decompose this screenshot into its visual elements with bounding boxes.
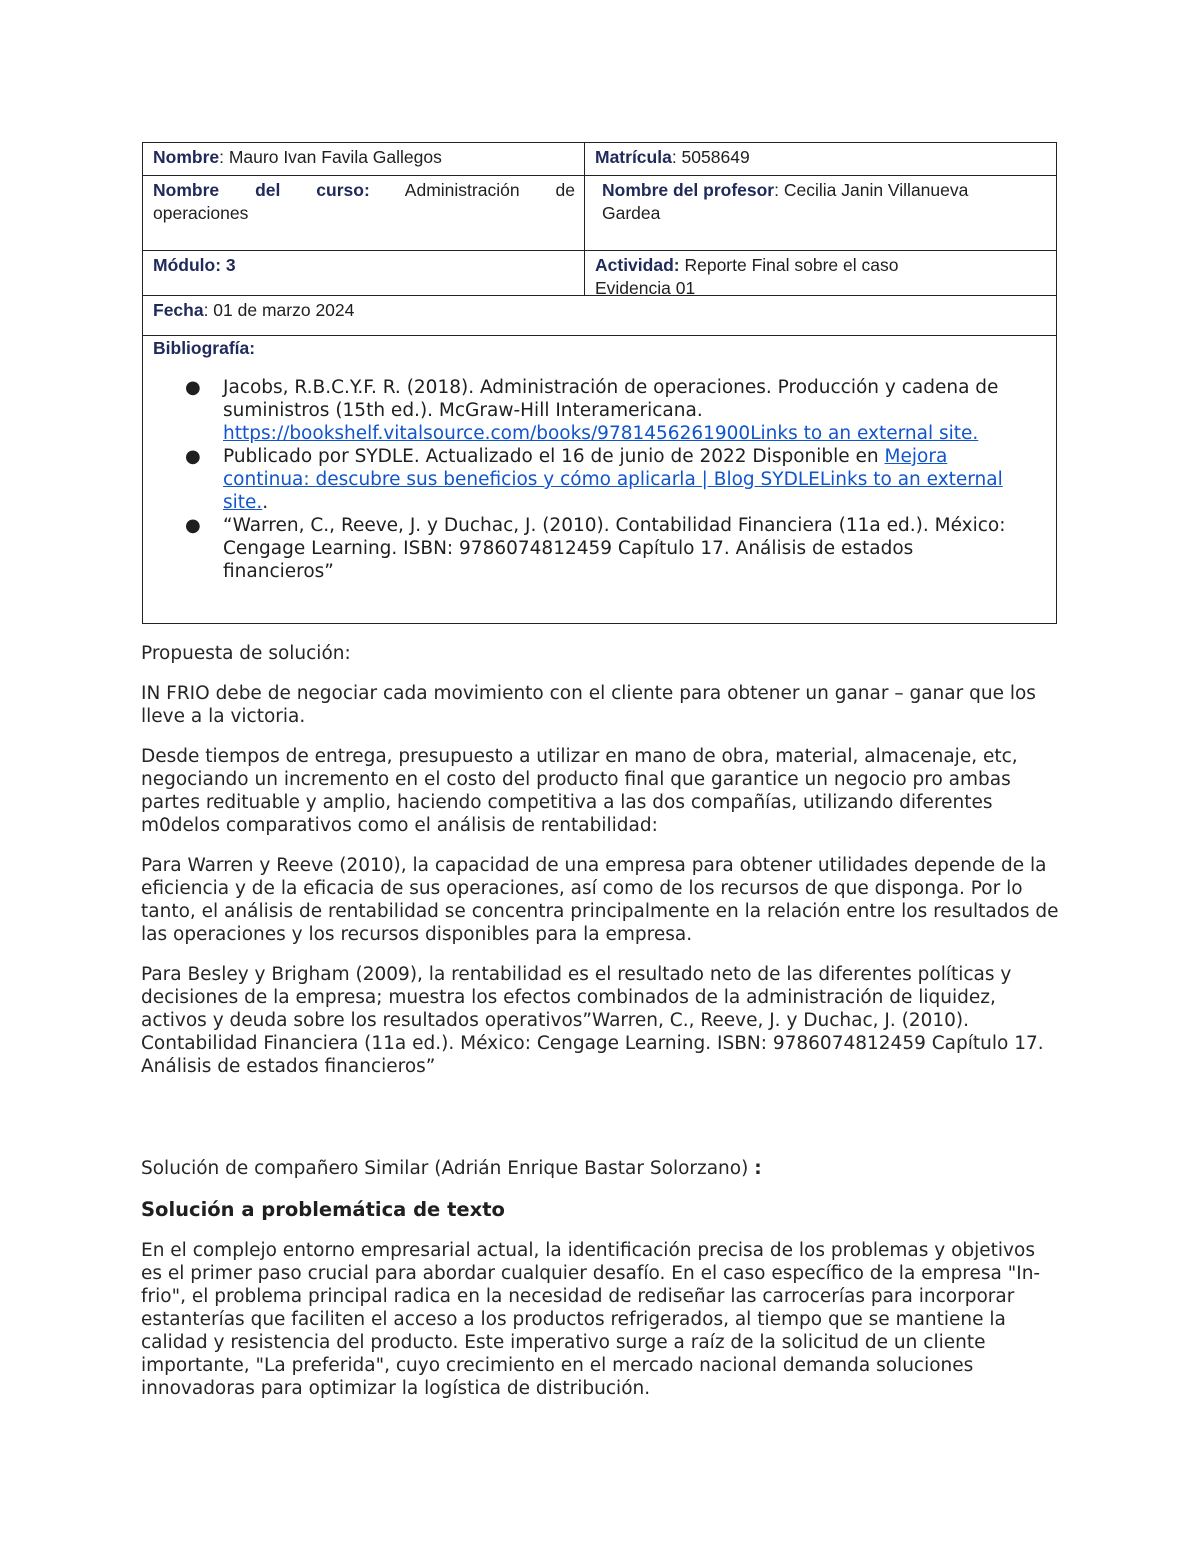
document-body bbox=[141, 642, 1061, 1417]
bibliography-text: “Warren, C., Reeve, J. y Duchac, J. (2010). Contabilidad Financiera (11a ed.). México: Cengage Learning. ISBN: 9786074812459 Capítulo 17. Análisis de estados financieros” bbox=[223, 515, 1006, 582]
date-label: Fecha bbox=[153, 300, 204, 320]
table-divider bbox=[143, 335, 1056, 336]
professor-value: : Cecilia Janin Villanueva bbox=[774, 180, 969, 200]
peer-solution-line bbox=[141, 1157, 1061, 1180]
peer-solution-colon: : bbox=[754, 1158, 762, 1179]
date-cell bbox=[153, 299, 354, 322]
professor-label: Nombre del profesor bbox=[602, 180, 775, 200]
bibliography-link[interactable]: https://bookshelf.vitalsource.com/books/9781456261900Links to an external site. bbox=[223, 423, 979, 444]
course-name-label: Nombre del curso: bbox=[153, 180, 370, 200]
course-name-cell bbox=[153, 179, 575, 225]
bibliography-link[interactable]: Mejora continua: descubre sus beneficios y cómo aplicarla | Blog SYDLELinks to an external site. bbox=[223, 446, 1003, 513]
bullet-icon: ● bbox=[185, 515, 201, 536]
professor-cell bbox=[602, 179, 1042, 225]
paragraph: Para Warren y Reeve (2010), la capacidad de una empresa para obtener utilidades depende de la eficiencia y de la eficacia de sus operaciones, así como de los recursos de que disponga. Por lo tanto, el análisis de rentabilidad se concentra principalmente en la relación entre los resultados de las operaciones y los recursos disponibles para la empresa. bbox=[141, 855, 1059, 945]
section-heading: Solución a problemática de texto bbox=[141, 1198, 505, 1221]
activity-cell bbox=[595, 254, 1045, 300]
course-name-value-line2: operaciones bbox=[153, 203, 249, 223]
module-label: Módulo: 3 bbox=[153, 255, 236, 275]
enrollment-value: : 5058649 bbox=[671, 147, 750, 167]
enrollment-label: Matrícula bbox=[595, 147, 672, 167]
module-cell bbox=[153, 254, 236, 277]
bibliography-item bbox=[143, 376, 1048, 445]
table-divider bbox=[143, 250, 1056, 251]
bullet-icon: ● bbox=[185, 377, 201, 398]
bibliography-tail: . bbox=[262, 492, 269, 513]
student-name-value: : Mauro Ivan Favila Gallegos bbox=[219, 147, 442, 167]
peer-solution-text: Solución de compañero Similar (Adrián Enrique Bastar Solorzano) bbox=[141, 1158, 755, 1179]
bibliography-text: Jacobs, R.B.C.Y.F. R. (2018). Administración de operaciones. Producción y cadena de suministros (15th ed.). McGraw-Hill Interamericana. bbox=[223, 377, 999, 421]
paragraph: Para Besley y Brigham (2009), la rentabilidad es el resultado neto de las diferentes políticas y decisiones de la empresa; muestra los efectos combinados de la administración de liquidez, activos y deuda sobre los resultados operativos”Warren, C., Reeve, J. y Duchac, J. (2010). Contabilidad Financiera (11a ed.). México: Cengage Learning. ISBN: 9786074812459 Capítulo 17. Análisis de estados financieros” bbox=[141, 964, 1044, 1077]
bibliography-text: Publicado por SYDLE. Actualizado el 16 de junio de 2022 Disponible en bbox=[223, 446, 885, 467]
header-table bbox=[142, 142, 1057, 624]
table-divider bbox=[143, 175, 1056, 176]
course-name-value: Administración de bbox=[404, 180, 575, 200]
bibliography-label: Bibliografía: bbox=[153, 338, 256, 358]
student-name-cell bbox=[153, 146, 442, 169]
bullet-icon: ● bbox=[185, 446, 201, 467]
activity-value-line2: Evidencia 01 bbox=[595, 278, 696, 298]
activity-label: Actividad: bbox=[595, 255, 680, 275]
table-divider bbox=[584, 143, 585, 295]
bibliography-list bbox=[143, 376, 1048, 583]
paragraph: En el complejo entorno empresarial actual, la identificación precisa de los problemas y objetivos es el primer paso crucial para abordar cualquier desafío. En el caso específico de la empresa "In-frio", el problema principal radica en la necesidad de rediseñar las carrocerías para incorporar estanterías que faciliten el acceso a los productos refrigerados, al tiempo que se mantiene la calidad y resistencia del producto. Este imperativo surge a raíz de la solicitud de un cliente importante, "La preferida", cuyo crecimiento en el mercado nacional demanda soluciones innovadoras para optimizar la logística de distribución. bbox=[141, 1240, 1041, 1399]
spacer bbox=[141, 1095, 1061, 1157]
solution-proposal-label: Propuesta de solución: bbox=[141, 643, 351, 664]
bibliography-item bbox=[143, 445, 1048, 514]
activity-value: Reporte Final sobre el caso bbox=[679, 255, 899, 275]
professor-value-line2: Gardea bbox=[602, 203, 661, 223]
enrollment-cell bbox=[595, 146, 750, 169]
paragraph: Desde tiempos de entrega, presupuesto a utilizar en mano de obra, material, almacenaje, etc, negociando un incremento en el costo del producto final que garantice un negocio pro ambas partes redituable y amplio, haciendo competitiva a las dos compañías, utilizando diferentes m0delos comparativos como el análisis de rentabilidad: bbox=[141, 746, 1018, 836]
date-value: : 01 de marzo 2024 bbox=[203, 300, 355, 320]
student-name-label: Nombre bbox=[153, 147, 220, 167]
bibliography-item bbox=[143, 514, 1048, 583]
paragraph: IN FRIO debe de negociar cada movimiento con el cliente para obtener un ganar – ganar que los lleve a la victoria. bbox=[141, 683, 1036, 727]
